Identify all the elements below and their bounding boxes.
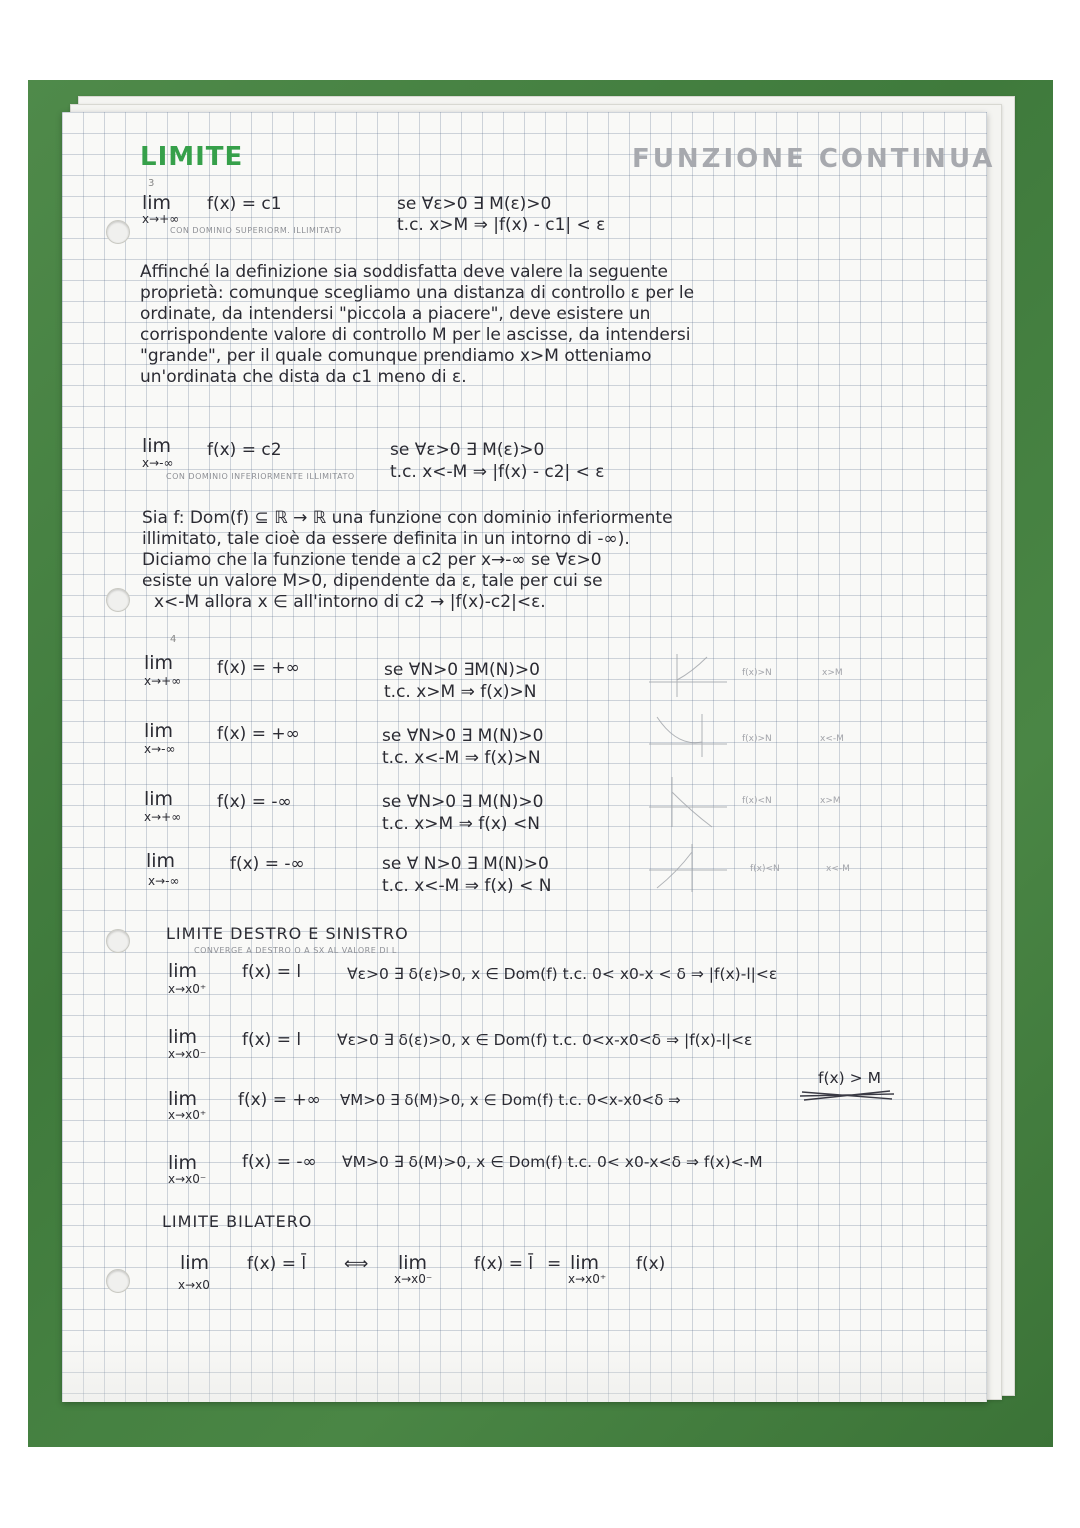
lim-function: f(x) = l̄ xyxy=(247,1254,307,1274)
lim-subscript: x→-∞ xyxy=(148,874,180,888)
paper-shadow xyxy=(62,1332,987,1402)
lim-function: f(x) = -∞ xyxy=(230,854,305,874)
lim-function: f(x) = c2 xyxy=(207,440,282,460)
lim-function: f(x) = l xyxy=(242,1030,302,1050)
lim-subscript: x→+∞ xyxy=(144,674,182,688)
lim-condition: se ∀ε>0 ∃ M(ε)>0 xyxy=(397,194,552,214)
page-title: LIMITE xyxy=(140,142,244,172)
lim-subscript: x→x0⁻ xyxy=(168,1047,207,1061)
lim-function: f(x) = -∞ xyxy=(217,792,292,812)
para-line: corrispondente valore di controllo M per le ascisse, da intendersi xyxy=(140,325,691,345)
para-line: illimitato, tale cioè da essere definita in un intorno di -∞). xyxy=(142,529,630,549)
lim-symbol: lim xyxy=(144,788,174,810)
para-line: esiste un valore M>0, dipendente da ε, tale per cui se xyxy=(142,571,603,591)
lim-function: f(x) xyxy=(636,1254,666,1274)
lim-symbol: lim xyxy=(144,720,174,742)
para-line: un'ordinata che dista da c1 meno di ε. xyxy=(140,367,467,387)
lim-subscript: x→+∞ xyxy=(144,810,182,824)
para-line: proprietà: comunque scegliamo una distanza di controllo ε per le xyxy=(140,283,695,303)
lim-subscript: x→-∞ xyxy=(144,742,176,756)
lim-symbol: lim xyxy=(570,1252,600,1274)
lim-condition: ∀M>0 ∃ δ(M)>0, x ∈ Dom(f) t.c. 0<x-x0<δ ⇒ xyxy=(340,1091,681,1109)
lim-condition: se ∀N>0 ∃M(N)>0 xyxy=(384,660,540,680)
para-line: Affinché la definizione sia soddisfatta deve valere la seguente xyxy=(140,262,668,282)
punch-hole xyxy=(106,588,130,612)
faded-heading: FUNZIONE CONTINUA xyxy=(632,144,996,174)
circle-mark-4: 4 xyxy=(170,634,177,645)
lim-symbol: lim xyxy=(180,1252,210,1274)
lim-function: f(x) = -∞ xyxy=(242,1152,317,1172)
sketch-label: x<-M xyxy=(820,734,844,744)
sketch-label: x<-M xyxy=(826,864,850,874)
para-line: ordinate, da intendersi "piccola a piacere", deve esistere un xyxy=(140,304,651,324)
circle-mark-3: 3 xyxy=(148,178,155,189)
lim-implication: t.c. x<-M ⇒ |f(x) - c2| < ε xyxy=(390,462,605,482)
punch-hole xyxy=(106,1269,130,1293)
para-line: "grande", per il quale comunque prendiamo x>M otteniamo xyxy=(140,346,652,366)
scribbled-out-text xyxy=(798,1088,898,1104)
sketch-label: f(x)<N xyxy=(750,864,780,874)
para-line: Sia f: Dom(f) ⊆ ℝ → ℝ una funzione con dominio inferiormente xyxy=(142,508,673,528)
lim-subscript: x→x0⁺ xyxy=(568,1272,607,1286)
lim-note: CON DOMINIO SUPERIORM. ILLIMITATO xyxy=(170,226,342,235)
lim-symbol: lim xyxy=(168,1026,198,1048)
punch-hole xyxy=(106,929,130,953)
para-line: Diciamo che la funzione tende a c2 per x→-∞ se ∀ε>0 xyxy=(142,550,602,570)
lim-symbol: lim xyxy=(168,1152,198,1174)
lim-condition: ∀ε>0 ∃ δ(ε)>0, x ∈ Dom(f) t.c. 0< x0-x < δ ⇒ |f(x)-l|<ε xyxy=(347,965,778,983)
lim-subscript: x→+∞ xyxy=(142,212,180,226)
para-line: x<-M allora x ∈ all'intorno di c2 → |f(x)-c2|<ε. xyxy=(154,592,546,612)
lim-condition: ∀M>0 ∃ δ(M)>0, x ∈ Dom(f) t.c. 0< x0-x<δ ⇒ f(x)<-M xyxy=(342,1153,763,1171)
lim-subscript: x→x0⁻ xyxy=(168,1172,207,1186)
lim-subscript: x→x0⁺ xyxy=(168,982,207,996)
lim-symbol: lim xyxy=(142,192,172,214)
lim-symbol: lim xyxy=(144,652,174,674)
sketch-label: f(x)>N xyxy=(742,734,772,744)
lim-function: f(x) = +∞ xyxy=(238,1090,321,1110)
lim-condition: se ∀ε>0 ∃ M(ε)>0 xyxy=(390,440,545,460)
lim-implication: t.c. x>M ⇒ |f(x) - c1| < ε xyxy=(397,215,606,235)
equals-symbol: = xyxy=(547,1254,562,1274)
lim-function: f(x) = l̄ xyxy=(474,1254,534,1274)
lim-implication: t.c. x>M ⇒ f(x)>N xyxy=(384,682,537,702)
lim-symbol: lim xyxy=(146,850,176,872)
section-heading: LIMITE DESTRO E SINISTRO xyxy=(166,924,409,943)
lim-symbol: lim xyxy=(168,960,198,982)
lim-implication: t.c. x<-M ⇒ f(x) < N xyxy=(382,876,552,896)
lim-subscript: x→x0⁻ xyxy=(394,1272,433,1286)
lim-condition: se ∀N>0 ∃ M(N)>0 xyxy=(382,726,544,746)
iff-symbol: ⟺ xyxy=(344,1254,369,1274)
lim-function: f(x) = l xyxy=(242,962,302,982)
sketch-label: x>M xyxy=(822,668,843,678)
punch-hole xyxy=(106,220,130,244)
lim-condition: se ∀ N>0 ∃ M(N)>0 xyxy=(382,854,549,874)
sketch-label: f(x)>N xyxy=(742,668,772,678)
lim-subscript: x→x0 xyxy=(178,1278,210,1292)
lim-symbol: lim xyxy=(398,1252,428,1274)
lim-condition: ∀ε>0 ∃ δ(ε)>0, x ∈ Dom(f) t.c. 0<x-x0<δ ⇒ |f(x)-l|<ε xyxy=(337,1031,753,1049)
lim-implication: t.c. x>M ⇒ f(x) <N xyxy=(382,814,540,834)
lim-note: CON DOMINIO INFERIORMENTE ILLIMITATO xyxy=(166,472,355,481)
lim-subscript: x→-∞ xyxy=(142,456,174,470)
sketch-label: f(x)<N xyxy=(742,796,772,806)
lim-function: f(x) = c1 xyxy=(207,194,282,214)
lim-function: f(x) = +∞ xyxy=(217,658,300,678)
lim-implication: t.c. x<-M ⇒ f(x)>N xyxy=(382,748,541,768)
section-note: CONVERGE A DESTRO O A SX AL VALORE DI L xyxy=(194,946,397,955)
lim-function: f(x) = +∞ xyxy=(217,724,300,744)
limit-sketches xyxy=(647,652,737,897)
lim-condition: se ∀N>0 ∃ M(N)>0 xyxy=(382,792,544,812)
lim-symbol: lim xyxy=(168,1088,198,1110)
lim-result: f(x) > M xyxy=(818,1069,881,1087)
lim-symbol: lim xyxy=(142,435,172,457)
notebook-page xyxy=(62,112,996,1402)
section-heading: LIMITE BILATERO xyxy=(162,1212,313,1231)
lim-subscript: x→x0⁺ xyxy=(168,1108,207,1122)
sketch-label: x>M xyxy=(820,796,841,806)
